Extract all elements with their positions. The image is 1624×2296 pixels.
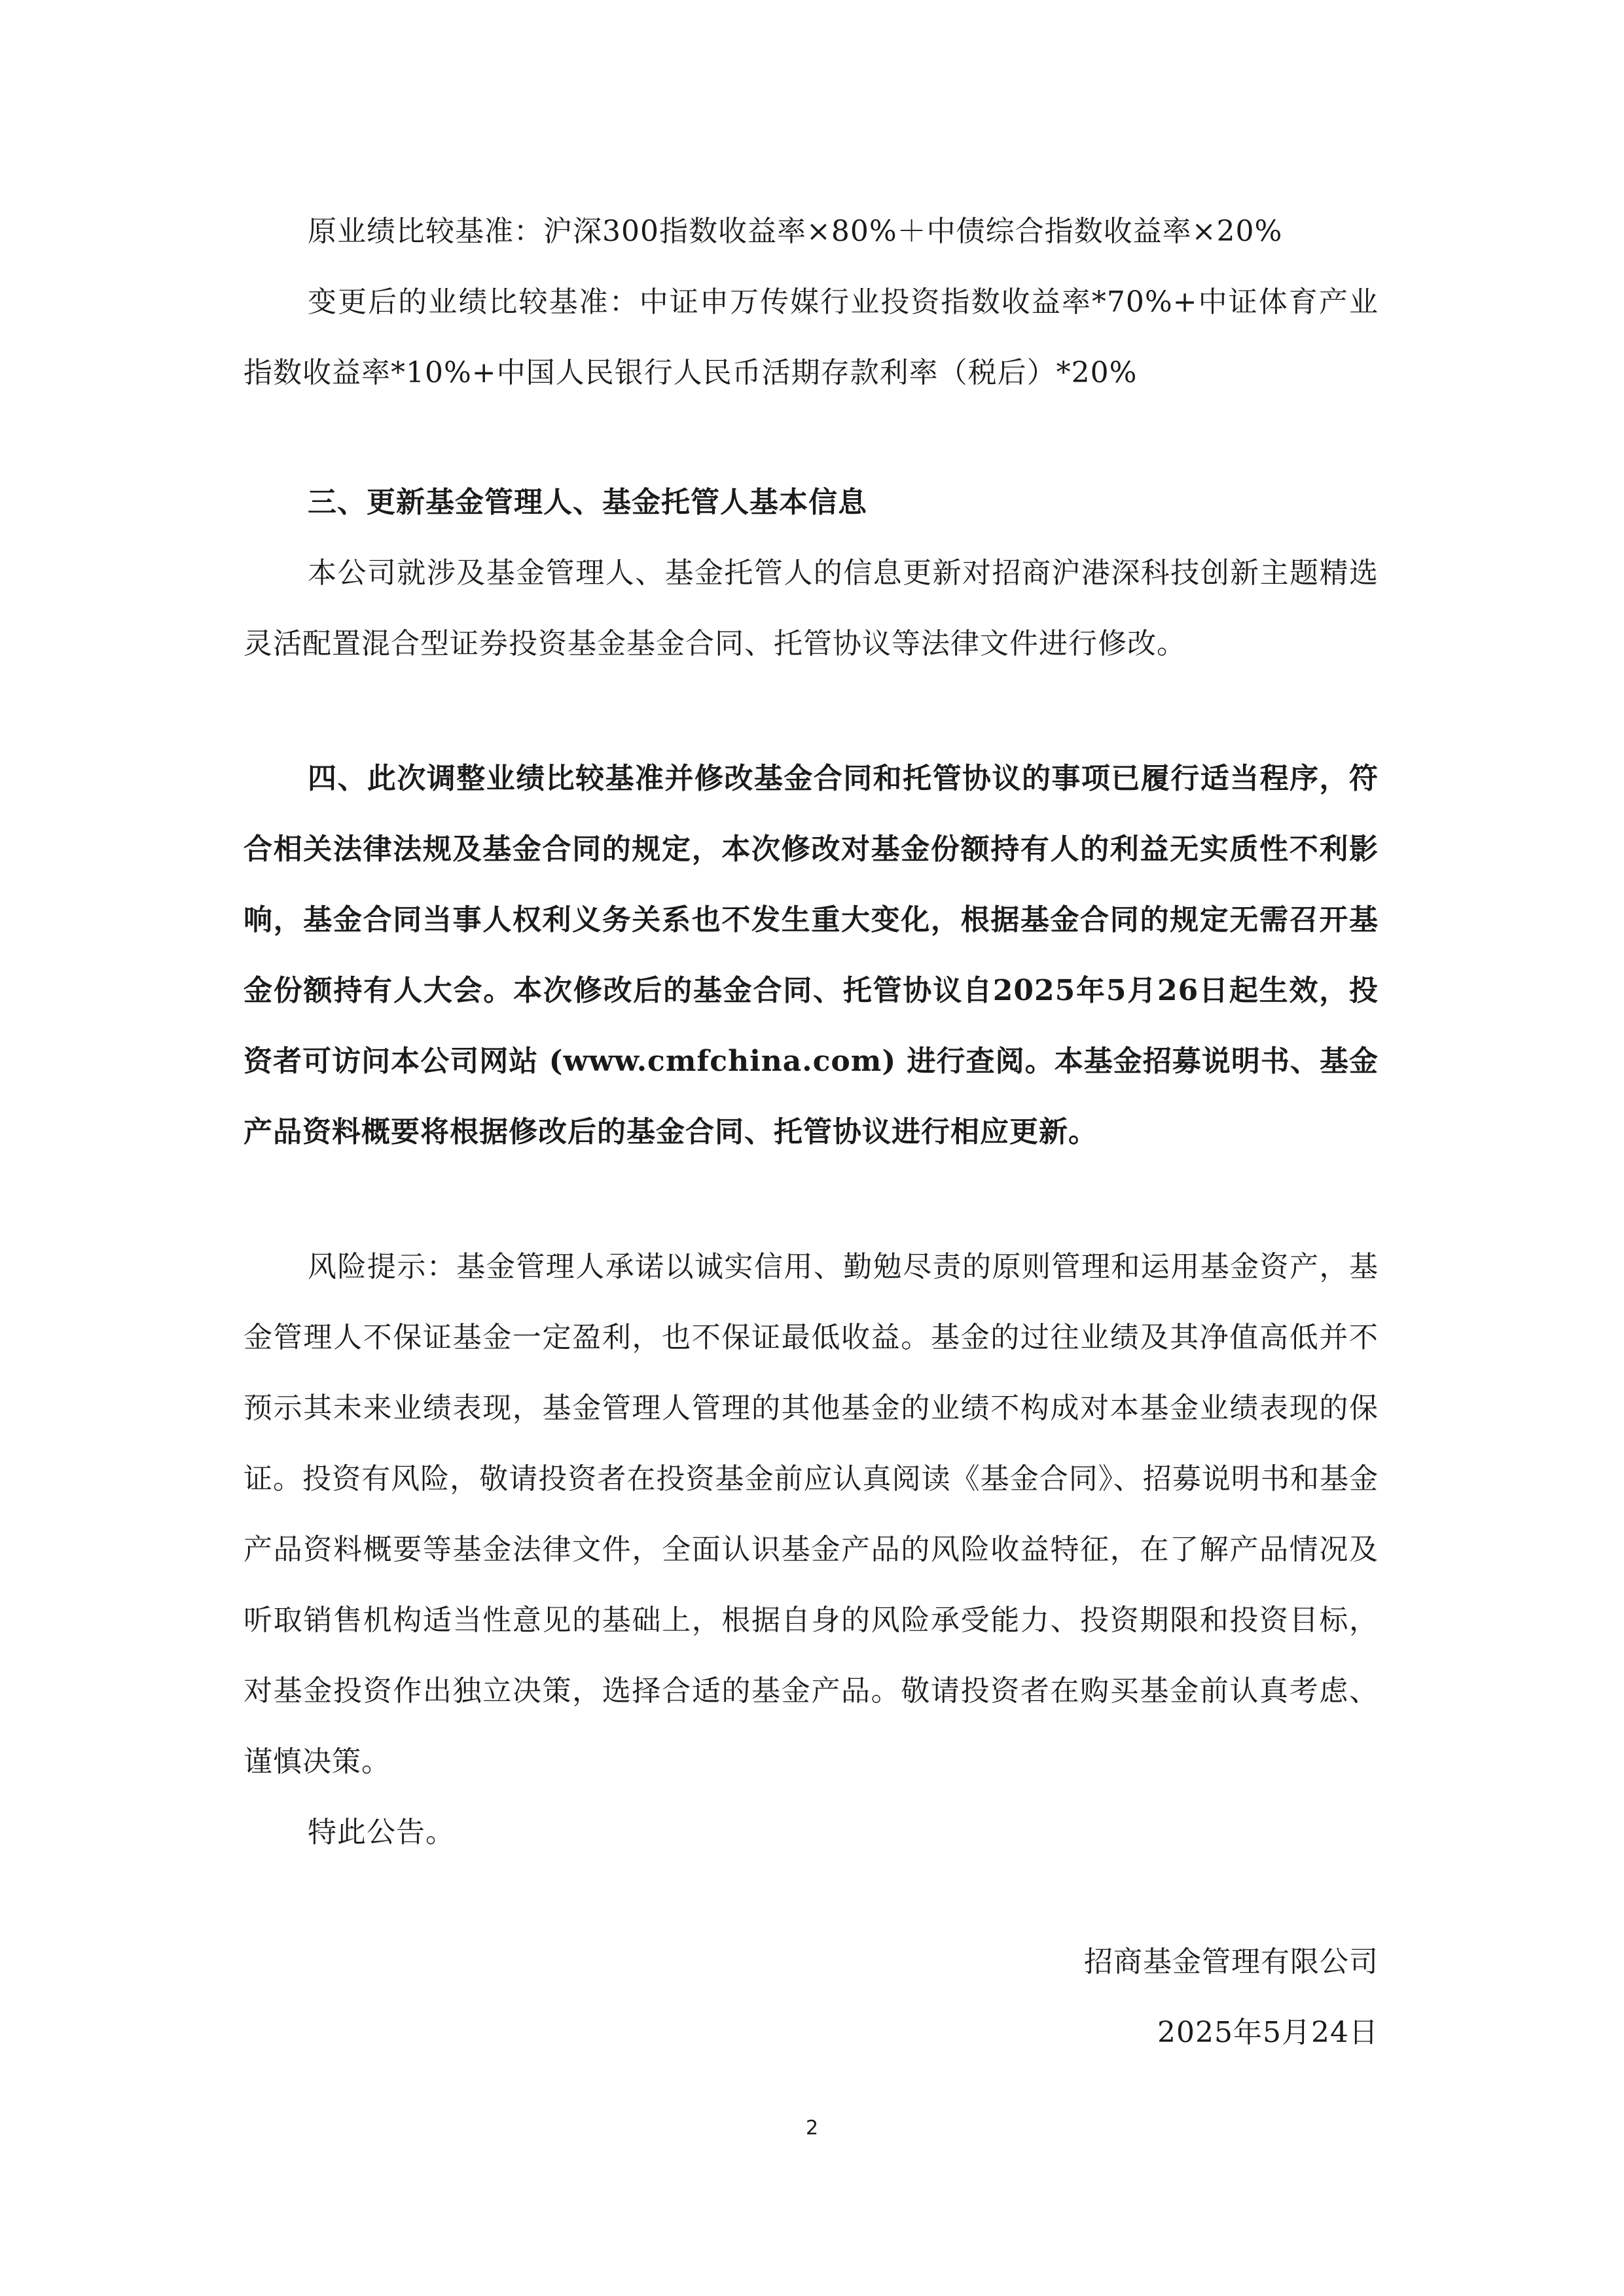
spacer bbox=[244, 679, 1379, 744]
signature-company: 招商基金管理有限公司 bbox=[1084, 1945, 1379, 1979]
page-number: 2 bbox=[805, 2117, 819, 2140]
original-benchmark-text: 原业绩比较基准：沪深300指数收益率×80%＋中债综合指数收益率×20% bbox=[308, 215, 1283, 248]
spacer bbox=[244, 1168, 1379, 1232]
section-3-body: 本公司就涉及基金管理人、基金托管人的信息更新对招商沪港深科技创新主题精选灵活配置混合型证券投资基金基金合同、托管协议等法律文件进行修改。 bbox=[244, 556, 1379, 660]
document-page bbox=[244, 196, 1379, 2068]
changed-benchmark-text: 变更后的业绩比较基准：中证申万传媒行业投资指数收益率*70%+中证体育产业指数收益率*10%+中国人民银行人民币活期存款利率（税后）*20% bbox=[244, 285, 1379, 389]
signature-date: 2025年5月24日 bbox=[1157, 2016, 1379, 2049]
section-3-heading: 三、更新基金管理人、基金托管人基本信息 bbox=[308, 486, 867, 519]
section-4-body: 四、此次调整业绩比较基准并修改基金合同和托管协议的事项已履行适当程序，符合相关法律法规及基金合同的规定，本次修改对基金份额持有人的利益无实质性不利影响，基金合同当事人权利义务关系也不发生重大变化，根据基金合同的规定无需召开基金份额持有人大会。本次修改后的基金合同、托管协议自2025年5月26日起生效，投资者可访问本公司网站 (www.cmfchina.com) 进行查阅。本基金招募说明书、基金产品资料概要将根据修改后的基金合同、托管协议进行相应更新。 bbox=[244, 762, 1379, 1149]
closing-text: 特此公告。 bbox=[308, 1816, 455, 1849]
spacer bbox=[244, 1868, 1379, 1927]
risk-warning-text: 风险提示：基金管理人承诺以诚实信用、勤勉尽责的原则管理和运用基金资产，基金管理人不保证基金一定盈利，也不保证最低收益。基金的过往业绩及其净值高低并不预示其未来业绩表现，基金管理人管理的其他基金的业绩不构成对本基金业绩表现的保证。投资有风险，敬请投资者在投资基金前应认真阅读《基金合同》、招募说明书和基金产品资料概要等基金法律文件，全面认识基金产品的风险收益特征，在了解产品情况及听取销售机构适当性意见的基础上，根据自身的风险承受能力、投资期限和投资目标，对基金投资作出独立决策，选择合适的基金产品。敬请投资者在购买基金前认真考虑、谨慎决策。 bbox=[244, 1250, 1379, 1778]
spacer bbox=[244, 408, 1379, 467]
